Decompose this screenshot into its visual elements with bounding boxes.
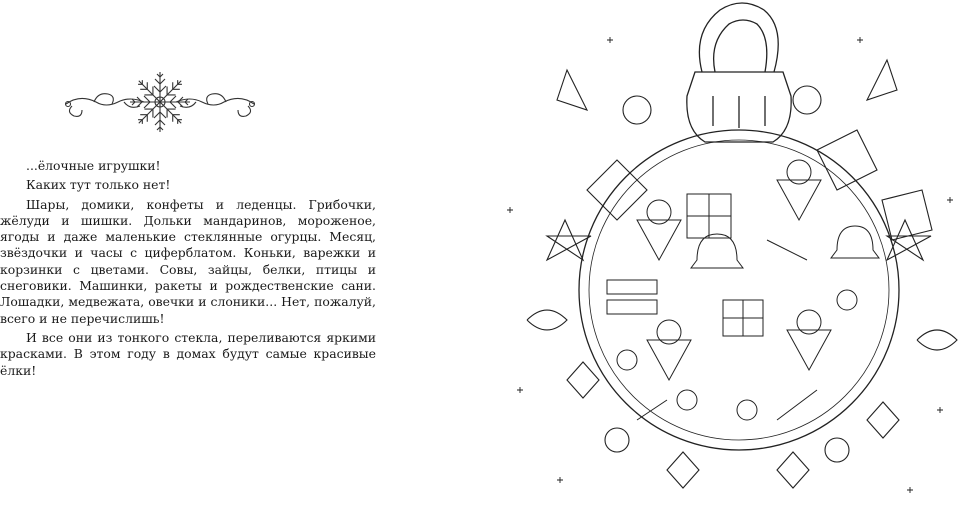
story-text <box>0 158 376 382</box>
paragraph-3: Шары, домики, конфеты и леденцы. Грибочки, жёлуди и шишки. Дольки мандаринов, мороженое, ягоды и даже маленькие стеклянные огурцы. Месяц, звёздочки и часы с циферблатом. Коньки, варежки и корзинки с цветами. Совы, зайцы, белки, птицы и снеговики. Машинки, ракеты и рождественские сани. Лошадки, медвежата, овечки и слоники... Нет, пожалуй, всего и не перечислишь! <box>0 196 376 326</box>
paragraph-1: ...ёлочные игрушки! <box>26 158 161 173</box>
paragraph-2: Каких тут только нет! <box>26 177 171 193</box>
right-page <box>487 0 974 509</box>
paragraph-4: И все они из тонкого стекла, переливаются яркими красками. В этом году в домах будут самые красивые ёлки! <box>0 329 376 378</box>
christmas-ornament-coloring-icon <box>487 0 974 509</box>
snowflake-flourish-icon <box>60 66 260 136</box>
